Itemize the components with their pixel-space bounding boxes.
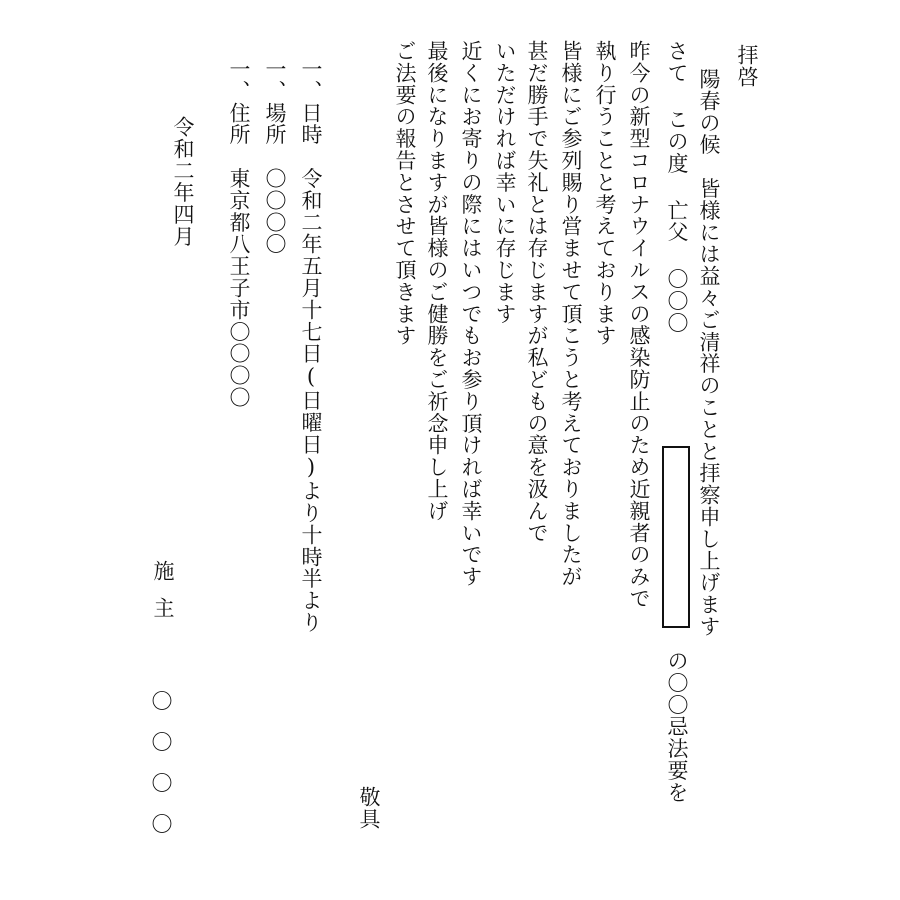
body-line-5: 執り行うことと考えております (593, 40, 617, 347)
name-blank-box (662, 446, 690, 628)
body-line-6: 皆様にご参列賜り営ませて頂こうと考えておりましたが (559, 40, 583, 588)
body-line-10: 最後になりますが皆様のご健勝をご祈念申し上げ (425, 40, 449, 522)
body-line-7: 甚だ勝手で失礼とは存じますが私どもの意を汲んで (525, 40, 549, 544)
body-line-11: ご法要の報告とさせて頂きます (393, 40, 417, 347)
date-line: 一、日時 令和二年五月十七日(日曜日)より十時半より (299, 58, 323, 634)
greeting-line: 陽春の候 皆様には益々ご清祥のことと拝察申し上げます (697, 68, 721, 638)
body-line-4: 昨今の新型コロナウイルスの感染防止のため近親者のみで (627, 40, 651, 610)
salutation: 拝啓 (735, 44, 759, 88)
body-line-3b: の〇〇忌法要を (665, 650, 689, 804)
body-line-3a: さて この度 亡父 〇〇〇 (665, 40, 689, 334)
sponsor-label: 施主 (151, 560, 175, 634)
closing-keigu: 敬具 (357, 786, 381, 830)
sponsor-name: 〇〇〇〇 (149, 690, 173, 854)
address-line: 一、住所 東京都八王子市〇〇〇〇 (227, 58, 251, 409)
body-line-9: 近くにお寄りの際にはいつでもお参り頂ければ幸いです (459, 40, 483, 588)
letter-date: 令和二年四月 (171, 116, 195, 248)
place-line: 一、場所 〇〇〇〇 (263, 58, 287, 256)
body-line-8: いただければ幸いに存じます (493, 40, 517, 325)
